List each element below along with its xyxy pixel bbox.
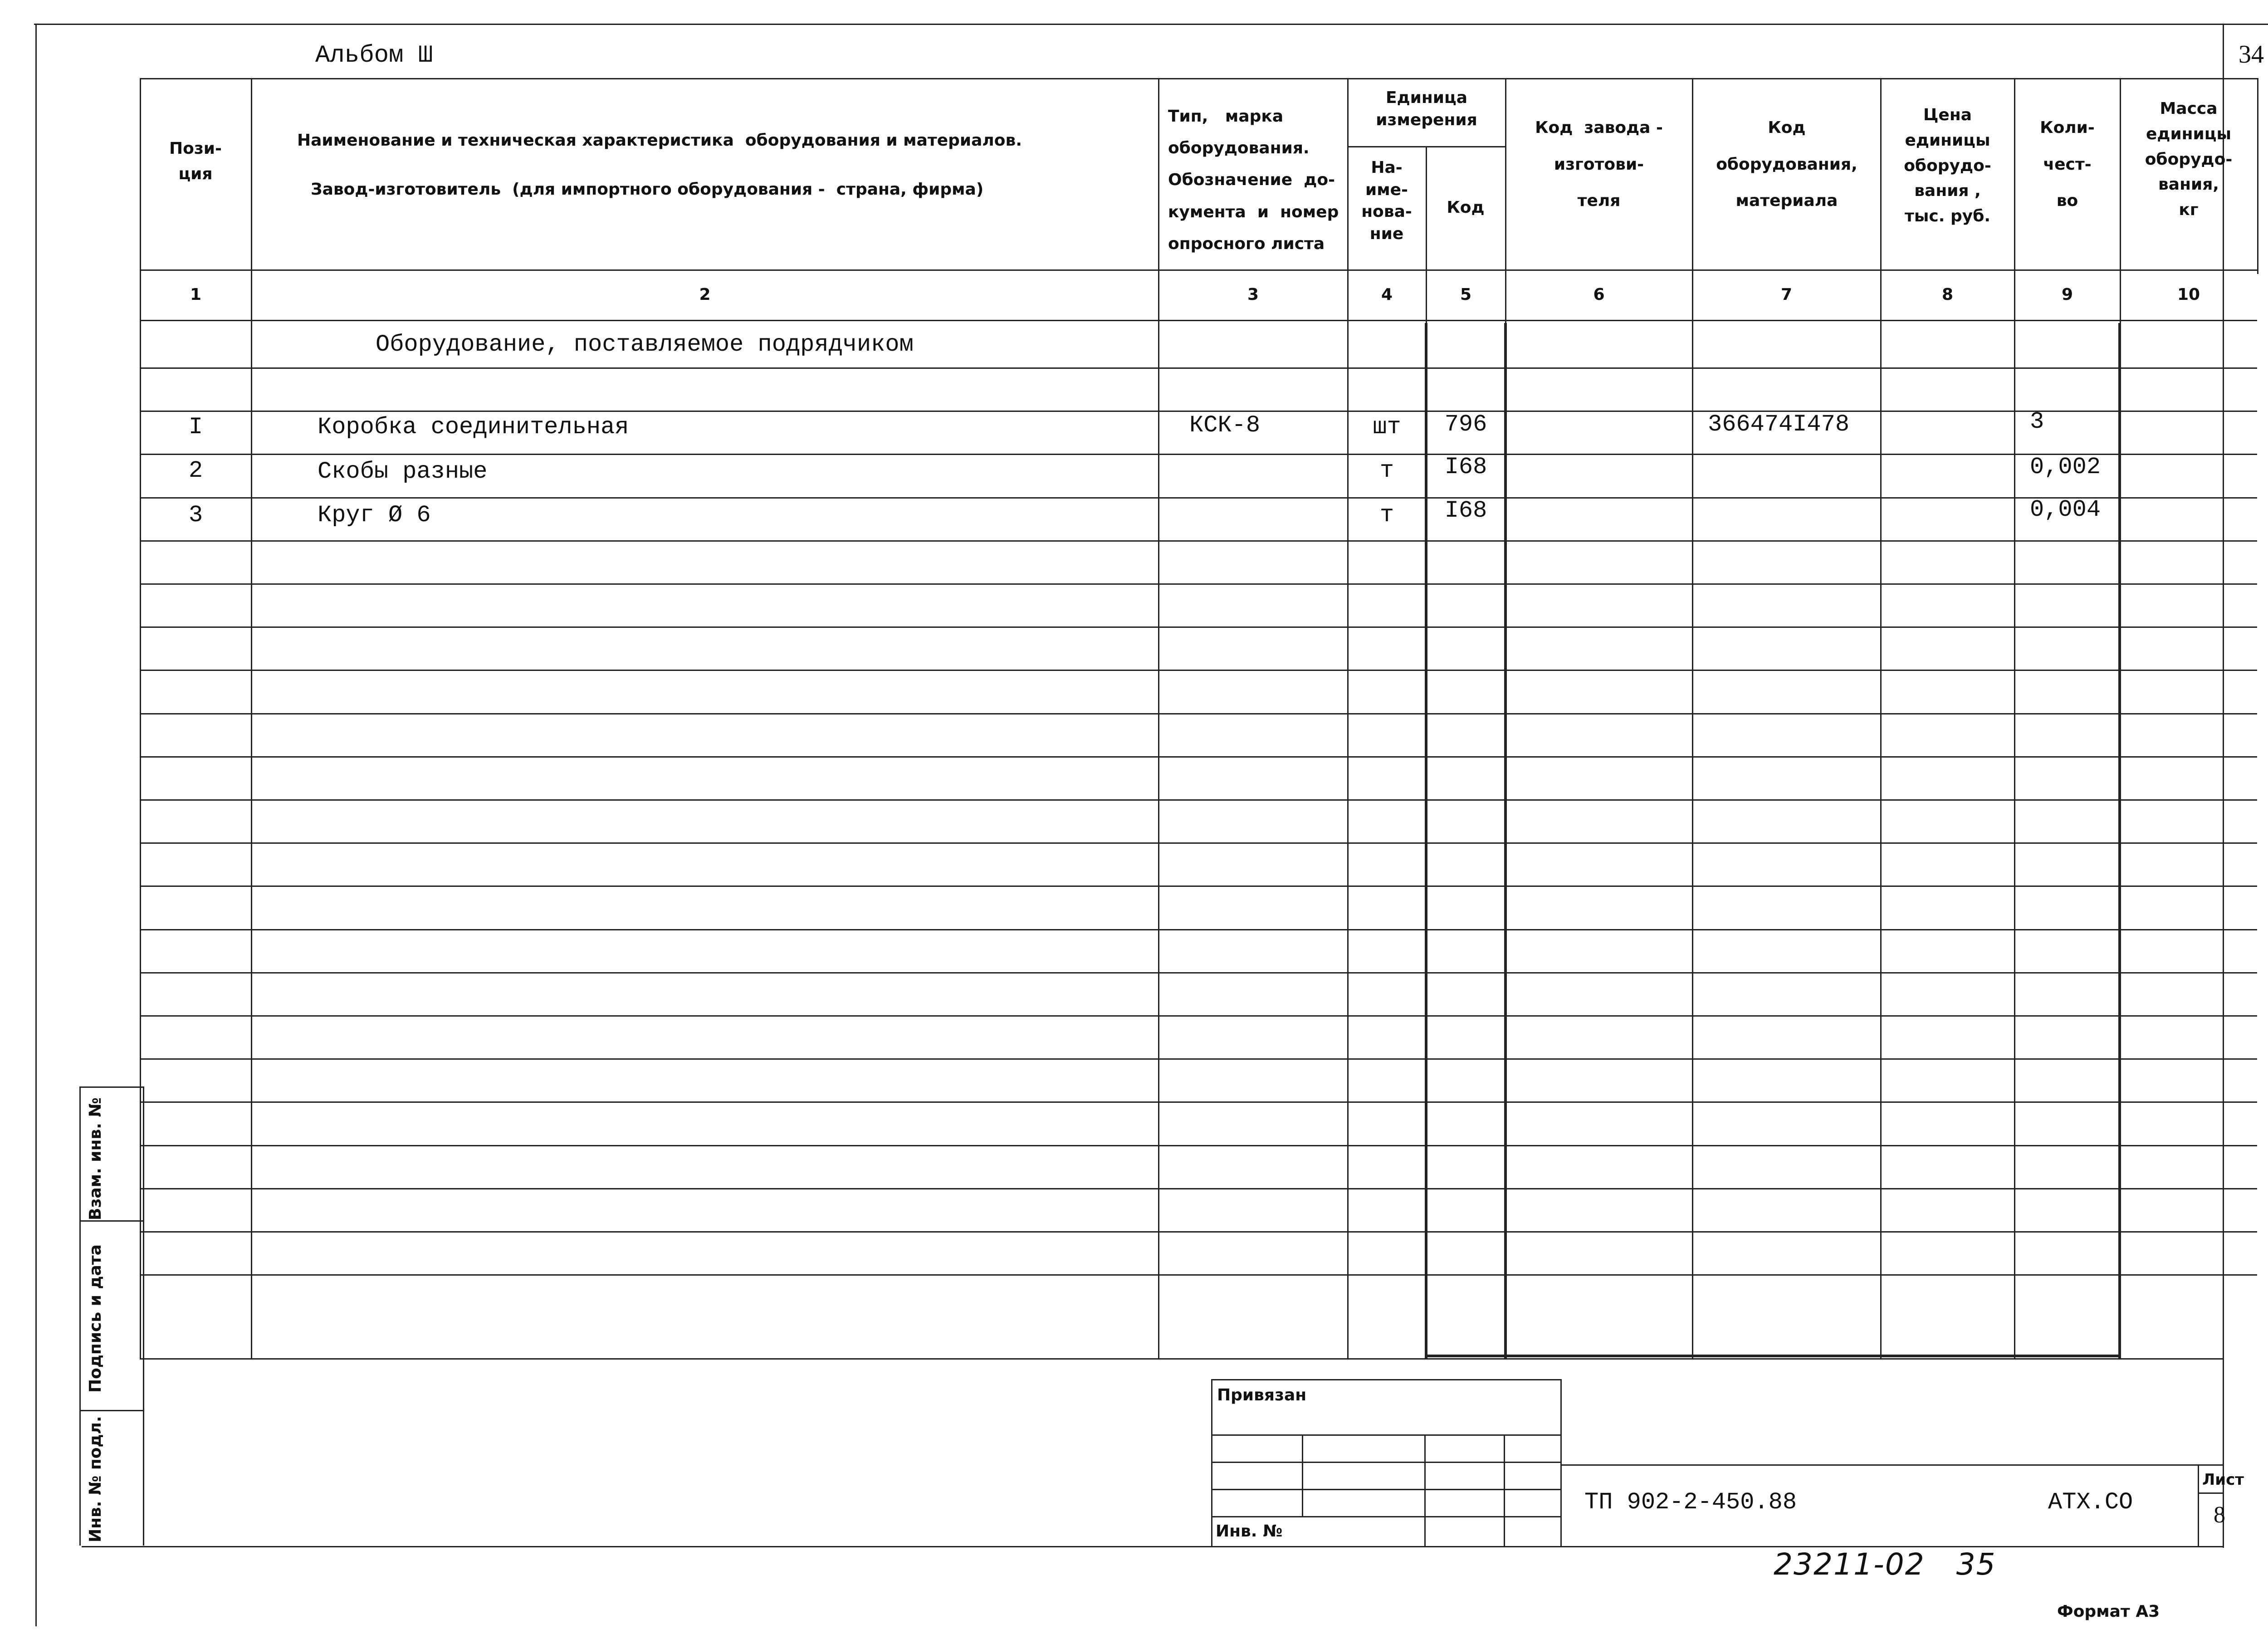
side-line xyxy=(79,1410,143,1411)
row-line xyxy=(140,1274,2257,1276)
side-label-inv: Инв. № подл. xyxy=(86,1416,105,1542)
album-label: Альбом Ш xyxy=(315,42,433,69)
row-line xyxy=(140,454,2257,455)
col-header-equip-code: Код оборудования, материала xyxy=(1716,118,1857,210)
section-title: Оборудование, поставляемое подрядчиком xyxy=(376,331,914,358)
frame-top xyxy=(34,24,2268,25)
col-header-unit-name: На- име- нова- ние xyxy=(1361,158,1412,243)
col-header-qty: Коли- чест- во xyxy=(2040,118,2095,210)
frame-left xyxy=(35,25,37,1626)
col-number: 9 xyxy=(2061,285,2073,304)
header-bottom xyxy=(140,269,2257,271)
col-number: 5 xyxy=(1460,285,1472,304)
stamp-inv-no: Инв. № xyxy=(1216,1522,1283,1541)
col-line xyxy=(1158,78,1159,1358)
page-number: 34 xyxy=(2239,40,2264,68)
side-line xyxy=(79,1086,143,1088)
row-line xyxy=(140,1145,2257,1146)
stamp-doc-code: ТП 902-2-450.88 xyxy=(1584,1489,1797,1516)
col-header-mass: Масса единицы оборудо- вания, кг xyxy=(2145,99,2233,220)
col-number: 7 xyxy=(1780,285,1793,304)
row-name: Коробка соединительная xyxy=(318,414,629,440)
row-unit: т xyxy=(1379,457,1394,484)
col-line xyxy=(1880,78,1882,1358)
row-name: Круг Ø 6 xyxy=(318,502,431,528)
col-header-type: Тип, марка оборудования. Обозначение до- кумента и номер опросного листа xyxy=(1168,107,1339,253)
stamp-mark: АТХ.СО xyxy=(2048,1489,2133,1516)
row-line xyxy=(140,929,2257,930)
col-header-unit-code: Код xyxy=(1447,198,1485,217)
frame-right xyxy=(2223,24,2224,1548)
row-line xyxy=(140,799,2257,801)
row-line xyxy=(140,626,2257,628)
stamp-line xyxy=(1211,1434,1560,1436)
handwritten-number: 23211-02 35 xyxy=(1774,1547,1996,1582)
row-line xyxy=(140,583,2257,585)
stamp-line xyxy=(1424,1434,1426,1546)
row-qty: 0,004 xyxy=(2030,496,2101,523)
col-line xyxy=(2257,78,2258,274)
row-line xyxy=(140,885,2257,887)
col-line xyxy=(140,78,141,1358)
side-line xyxy=(79,1220,143,1222)
row-line xyxy=(140,756,2257,758)
stamp-line xyxy=(2198,1464,2199,1546)
col-number: 1 xyxy=(190,285,202,304)
col-header-unit-group: Единица измерения xyxy=(1376,88,1477,129)
stamp-line xyxy=(1211,1489,1560,1490)
stamp-line xyxy=(1504,1434,1505,1546)
row-qty: 0,002 xyxy=(2030,454,2101,480)
row-code: 796 xyxy=(1444,411,1487,438)
row-line xyxy=(140,1231,2257,1233)
row-line xyxy=(140,1188,2257,1189)
stamp-sheet-no: 8 xyxy=(2214,1502,2225,1528)
stamp-line xyxy=(2198,1492,2224,1494)
row-name: Скобы разные xyxy=(318,458,488,485)
row-pos: I xyxy=(188,414,203,440)
col-number: 10 xyxy=(2177,285,2200,304)
row-line xyxy=(140,1015,2257,1017)
col-line-thick xyxy=(2118,323,2121,1358)
col-number: 3 xyxy=(1247,285,1259,304)
stamp-line xyxy=(1211,1462,1560,1463)
row-type: КСК-8 xyxy=(1189,412,1261,439)
col-line xyxy=(1347,78,1349,1358)
row-line xyxy=(140,367,2257,369)
stamp-line xyxy=(1211,1516,1560,1517)
stamp-line xyxy=(1560,1464,2224,1466)
row-equip-code: 366474I478 xyxy=(1708,411,1850,438)
col-number: 6 xyxy=(1593,285,1605,304)
col-number: 4 xyxy=(1381,285,1393,304)
col-line xyxy=(1692,78,1693,1358)
row-code: I68 xyxy=(1444,454,1487,480)
row-line xyxy=(140,713,2257,714)
side-line xyxy=(143,1086,144,1546)
stamp-line xyxy=(1211,1379,1560,1380)
stamp-line xyxy=(1560,1379,1562,1546)
row-unit: шт xyxy=(1373,414,1401,440)
col-header-pos: Пози- ция xyxy=(169,139,222,183)
row-qty: 3 xyxy=(2030,408,2044,435)
format-label: Формат А3 xyxy=(2057,1602,2160,1621)
side-label-vzam: Взам. инв. № xyxy=(86,1097,105,1220)
table-top xyxy=(140,78,2257,79)
col-header-plant-code: Код завода - изготови- теля xyxy=(1535,118,1663,210)
row-line xyxy=(140,540,2257,542)
col-header-price: Цена единицы оборудо- вания , тыс. руб. xyxy=(1904,106,1991,226)
stamp-privyazan: Привязан xyxy=(1217,1386,1307,1404)
row-line xyxy=(140,670,2257,671)
side-line xyxy=(79,1086,81,1546)
row-line xyxy=(140,972,2257,974)
row-pos: 3 xyxy=(188,502,203,528)
col-number: 2 xyxy=(699,285,711,304)
row-line xyxy=(140,842,2257,844)
row-unit: т xyxy=(1379,502,1394,528)
row-line xyxy=(140,1058,2257,1060)
bracket-bottom xyxy=(1425,1355,2121,1357)
col-header-name-l2: Завод-изготовитель (для импортного оборудования - страна, фирма) xyxy=(311,180,984,199)
col-number: 8 xyxy=(1941,285,1954,304)
table-bottom xyxy=(140,1358,2223,1360)
row-line xyxy=(140,1101,2257,1103)
row-pos: 2 xyxy=(188,457,203,484)
numbers-bottom xyxy=(140,320,2257,321)
row-code: I68 xyxy=(1444,497,1487,524)
side-label-podpis: Подпись и дата xyxy=(86,1244,105,1393)
col-line xyxy=(251,78,252,1358)
row-line xyxy=(140,497,2257,499)
col-line xyxy=(2014,78,2015,1358)
col-header-name-l1: Наименование и техническая характеристика оборудования и материалов. xyxy=(297,131,1022,150)
stamp-sheet-label: Лист xyxy=(2202,1471,2244,1489)
stamp-line xyxy=(1302,1434,1303,1516)
